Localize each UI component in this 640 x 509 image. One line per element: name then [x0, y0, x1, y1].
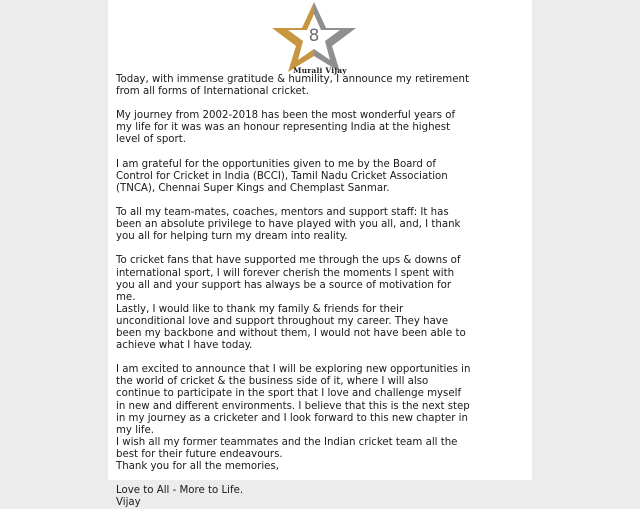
- letter-line: [116, 473, 536, 485]
- letter-line: best for their future endeavours.: [116, 448, 283, 460]
- letter-line: To all my team-mates, coaches, mentors and support staff: It has: [116, 207, 449, 219]
- letter-line: Control for Cricket in India (BCCI), Tamil Nadu Cricket Association: [116, 170, 448, 182]
- letter-line: I am grateful for the opportunities given to me by the Board of: [116, 158, 436, 170]
- letter-line: from all forms of International cricket.: [116, 86, 309, 98]
- letter-line: international sport, I will forever cherish the moments I spent with: [116, 267, 455, 279]
- letter-line: Lastly, I would like to thank my family & friends for their: [116, 303, 404, 315]
- letter-line: in my journey as a cricketer and I look forward to this new chapter in: [116, 412, 468, 424]
- letter-line: me.: [116, 291, 136, 303]
- jersey-number: 8: [308, 26, 320, 46]
- letter-line: [116, 98, 536, 110]
- letter-line: Love to All - More to Life.: [116, 485, 244, 497]
- letter-line: continue to participate in the sport that I love and challenge myself: [116, 388, 462, 400]
- star-logo-icon: [258, 0, 370, 76]
- letter-line: achieve what I have today.: [116, 340, 253, 352]
- letter-line: you all for helping turn my dream into reality.: [116, 231, 348, 243]
- letter-line: the world of cricket & the business side of it, where I will also: [116, 376, 429, 388]
- letter-line: [116, 195, 536, 207]
- letter-line: level of sport.: [116, 134, 186, 146]
- letter-line: To cricket fans that have supported me through the ups & downs of: [116, 255, 461, 267]
- letter-line: been an absolute privilege to have played with you all, and, I thank: [116, 219, 461, 231]
- letter-line: (TNCA), Chennai Super Kings and Chemplast Sanmar.: [116, 182, 390, 194]
- letter-line: [116, 352, 536, 364]
- letter-line: [116, 243, 536, 255]
- letter-line: unconditional love and support throughout my career. They have: [116, 315, 449, 327]
- letter-line: my life for it was was an honour representing India at the highest: [116, 122, 451, 134]
- letter-line: Today, with immense gratitude & humility, I announce my retirement: [116, 74, 469, 85]
- letter-line: you all and your support has always be a source of motivation for: [116, 279, 452, 291]
- letter-line: I wish all my former teammates and the Indian cricket team all the: [116, 436, 458, 448]
- letter-page: [108, 0, 532, 509]
- letter-line: Vijay: [116, 497, 141, 509]
- retirement-letter: [116, 74, 536, 509]
- letter-line: in new and different environments. I believe that this is the next step: [116, 400, 470, 412]
- letter-line: My journey from 2002-2018 has been the most wonderful years of: [116, 110, 456, 122]
- letter-line: Thank you for all the memories,: [116, 461, 279, 472]
- letter-line: I am excited to announce that I will be exploring new opportunities in: [116, 364, 471, 376]
- logo-name: Murali Vijay: [293, 66, 347, 75]
- letter-line: [116, 147, 536, 159]
- letter-line: been my backbone and without them, I would not have been able to: [116, 327, 466, 339]
- letter-line: my life.: [116, 424, 154, 436]
